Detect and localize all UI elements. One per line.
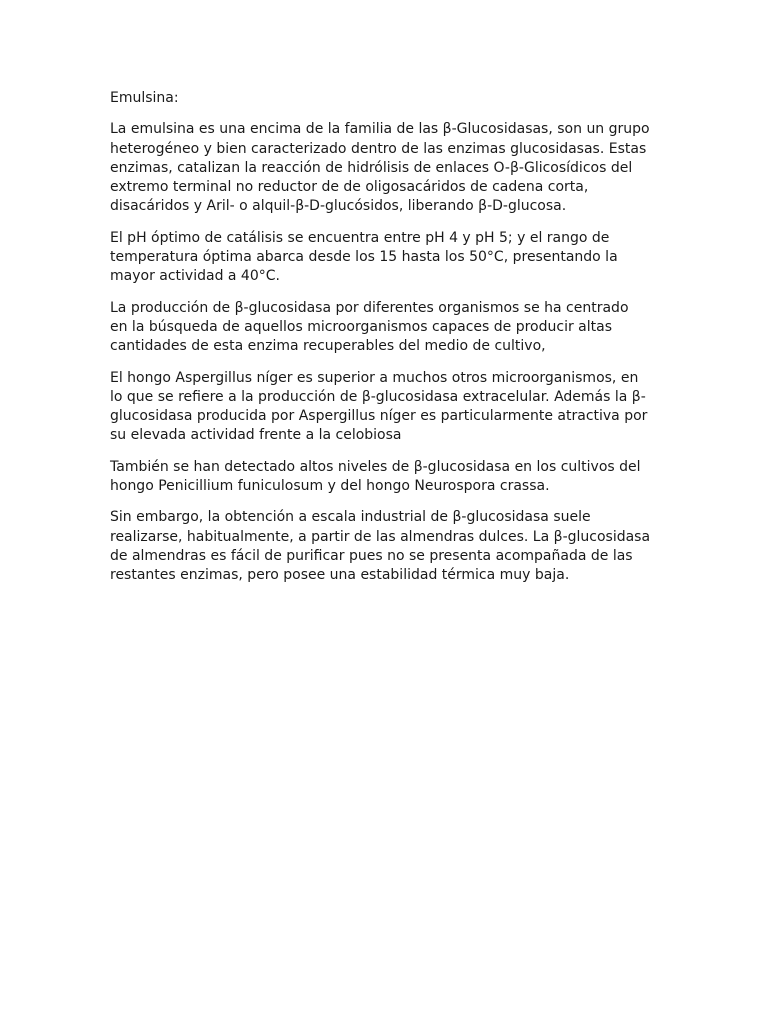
paragraph-optimal-ph [110,229,662,287]
paragraph-line: El hongo Aspergillus níger es superior a muchos otros microorganismos, en [110,369,639,386]
paragraph-line: Sin embargo, la obtención a escala industrial de β-glucosidasa suele [110,509,591,526]
paragraph-line: restantes enzimas, pero posee una estabilidad térmica muy baja. [110,567,570,584]
paragraph-line: su elevada actividad frente a la celobiosa [110,427,402,444]
paragraph-line: de almendras es fácil de purificar pues no se presenta acompañada de las [110,547,633,564]
paragraph-almonds [110,508,662,585]
paragraph-line: extremo terminal no reductor de de oligosacáridos de cadena corta, [110,179,589,196]
paragraph-other-fungi [110,458,662,497]
document-heading: Emulsina: [110,90,179,106]
paragraph-line: cantidades de esta enzima recuperables del medio de cultivo, [110,338,546,355]
paragraph-line: heterogéneo y bien caracterizado dentro de las enzimas glucosidasas. Estas [110,140,647,157]
paragraph-line: lo que se refiere a la producción de β-glucosidasa extracelular. Además la β- [110,388,646,405]
document-body [110,89,662,598]
paragraph-line: disacáridos y Aril- o alquil-β-D-glucósidos, liberando β-D-glucosa. [110,198,567,215]
paragraph-line: También se han detectado altos niveles de β-glucosidasa en los cultivos del [110,458,641,475]
paragraph-line: El pH óptimo de catálisis se encuentra entre pH 4 y pH 5; y el rango de [110,229,610,246]
paragraph-aspergillus [110,369,662,446]
paragraph-line: en la búsqueda de aquellos microorganismos capaces de producir altas [110,318,613,335]
paragraph-emulsina-definition [110,120,662,216]
paragraph-line: La producción de β-glucosidasa por diferentes organismos se ha centrado [110,299,629,316]
paragraph-line: La emulsina es una encima de la familia de las β-Glucosidasas, son un grupo [110,121,650,138]
paragraph-line: mayor actividad a 40°C. [110,268,280,285]
paragraph-line: realizarse, habitualmente, a partir de las almendras dulces. La β-glucosidasa [110,528,651,545]
paragraph-line: hongo Penicillium funiculosum y del hongo Neurospora crassa. [110,478,550,495]
paragraph-line: glucosidasa producida por Aspergillus níger es particularmente atractiva por [110,408,648,425]
paragraph-line: enzimas, catalizan la reacción de hidrólisis de enlaces O-β-Glicosídicos del [110,159,633,176]
paragraph-line: temperatura óptima abarca desde los 15 hasta los 50°C, presentando la [110,249,618,266]
paragraph-production [110,299,662,357]
